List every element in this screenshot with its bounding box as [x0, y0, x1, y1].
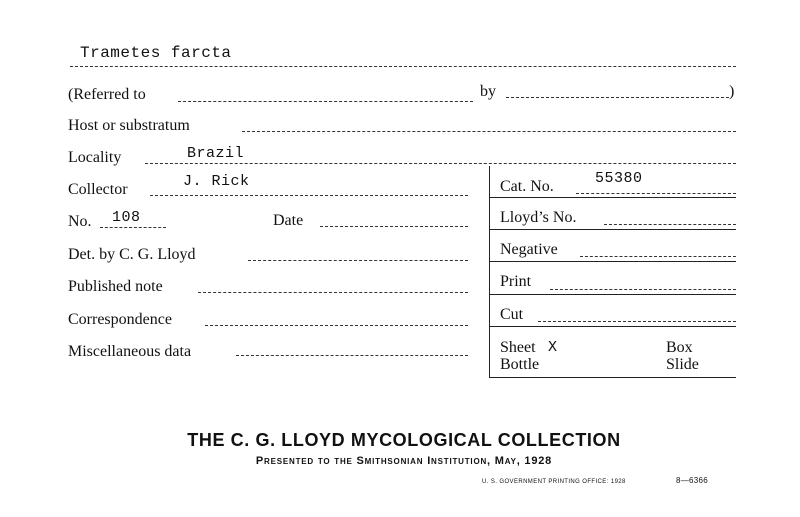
locality-line [145, 163, 736, 164]
published-note-label: Published note [68, 278, 163, 295]
negative-label: Negative [500, 241, 558, 258]
no-value: 108 [112, 209, 141, 226]
lloyds-no-label: Lloyd’s No. [500, 209, 577, 226]
close-paren: ) [729, 83, 735, 100]
referred-to-line [178, 101, 473, 102]
date-line [320, 226, 468, 227]
sheet-mark: X [548, 339, 558, 356]
print-line [550, 289, 736, 290]
specimen-name-line [70, 66, 736, 67]
print-rule [489, 294, 736, 295]
collector-label: Collector [68, 181, 128, 198]
lloyds-no-line [604, 224, 736, 225]
published-note-line [198, 292, 468, 293]
collection-title: THE C. G. LLOYD MYCOLOGICAL COLLECTION [187, 430, 621, 450]
cat-no-label: Cat. No. [500, 178, 554, 195]
date-label: Date [273, 212, 304, 229]
sheet-label: Sheet [500, 339, 536, 356]
by-label: by [480, 83, 496, 100]
locality-value: Brazil [187, 145, 245, 162]
collector-value: J. Rick [183, 173, 250, 190]
slide-label: Slide [666, 356, 699, 373]
host-line [242, 131, 736, 132]
misc-label: Miscellaneous data [68, 343, 192, 360]
cut-rule [489, 326, 736, 327]
collector-line [150, 195, 468, 196]
bottle-label: Bottle [500, 356, 540, 373]
form-number: 8—6366 [676, 476, 709, 485]
det-by-line [248, 260, 468, 261]
cut-line [538, 321, 736, 322]
det-by-label: Det. by C. G. Lloyd [68, 246, 196, 263]
collection-subtitle: Presented to the Smithsonian Institution, May, 1928 [255, 455, 553, 467]
negative-rule [489, 261, 736, 262]
box-label: Box [666, 339, 693, 356]
host-label: Host or substratum [68, 117, 190, 134]
lloyds-no-rule [489, 229, 736, 230]
cut-label: Cut [500, 306, 524, 323]
cat-no-rule [489, 197, 736, 198]
right-box-bottom [489, 377, 736, 378]
correspondence-line [205, 325, 468, 326]
referred-to-label: (Referred to [68, 86, 146, 103]
no-line [100, 227, 166, 228]
cat-no-value: 55380 [595, 170, 643, 187]
no-label: No. [68, 213, 92, 230]
negative-line [580, 256, 736, 257]
cat-no-line [576, 193, 736, 194]
printing-office: U. S. GOVERNMENT PRINTING OFFICE: 1928 [482, 479, 626, 485]
correspondence-label: Correspondence [68, 311, 172, 328]
locality-label: Locality [68, 149, 122, 166]
by-line [506, 97, 729, 98]
specimen-name: Trametes farcta [80, 44, 232, 62]
misc-line [236, 355, 468, 356]
print-label: Print [500, 273, 532, 290]
